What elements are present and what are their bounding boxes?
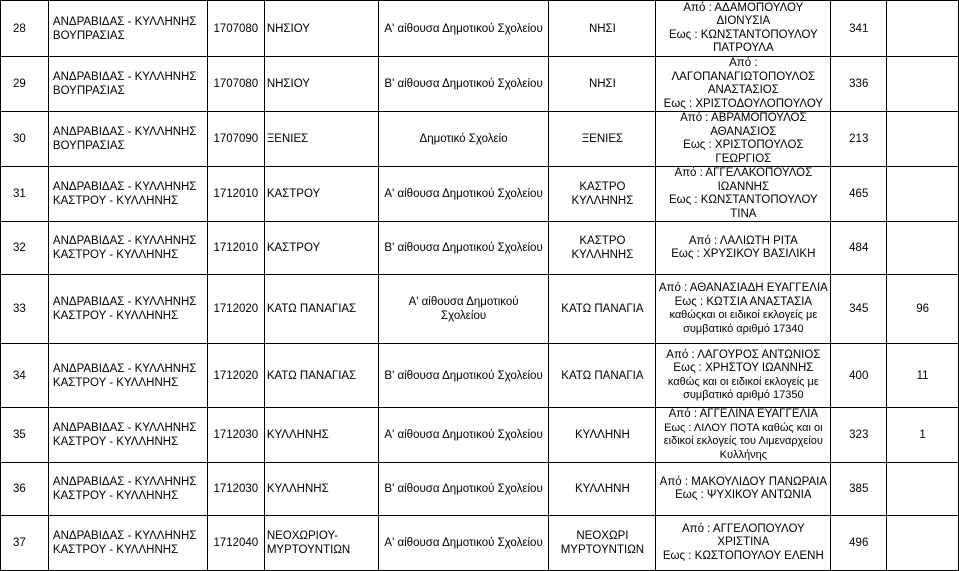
extra-cell (887, 222, 959, 275)
extra-cell: 96 (887, 275, 959, 344)
table-row (1, 463, 959, 516)
names-range-cell: Από : ΛΑΓΟΠΑΝΑΓΙΩΤΟΠΟΥΛΟΣ ΑΝΑΣΤΑΣΙΟΣ Εως : ΧΡΙΣΤΟΔΟΥΛΟΠΟΥΛΟΥ (656, 57, 831, 112)
voters-cell: 345 (831, 275, 887, 344)
voters-cell: 323 (831, 408, 887, 463)
voters-cell: 484 (831, 222, 887, 275)
station-cell: Β' αίθουσα Δημοτικού Σχολείου (378, 222, 549, 275)
code-cell: 1712030 (207, 463, 264, 516)
extra-cell: 1 (887, 408, 959, 463)
row-number: 37 (1, 516, 49, 571)
extra-cell (887, 516, 959, 571)
code-cell: 1707080 (207, 57, 264, 112)
station-cell: Β' αίθουσα Δημοτικού Σχολείου (378, 57, 549, 112)
row-number: 29 (1, 57, 49, 112)
names-range-cell: Από : ΑΓΓΕΛΟΠΟΥΛΟΥ ΧΡΙΣΤΙΝΑ Εως : ΚΩΣΤΟΠΟΥΛΟΥ ΕΛΕΝΗ (656, 516, 831, 571)
place-cell: ΝΕΟΧΩΡΙ ΜΥΡΤΟΥΝΤΙΩΝ (549, 516, 656, 571)
names-range-cell: Από : ΑΓΓΕΛΙΝΑ ΕΥΑΓΓΕΛΙΑ Εως : ΛΙΛΟΥ ΠΟΤΑ καθώς και οι ειδικοί εκλογείς του Λιμεναρχείου Κυλλήνης (656, 408, 831, 463)
code-cell: 1707090 (207, 112, 264, 167)
place-cell: ΚΥΛΛΗΝΗ (549, 408, 656, 463)
voters-cell: 341 (831, 1, 887, 57)
names-range-cell: Από : ΜΑΚΟΥΛΙΔΟΥ ΠΑΝΩΡΑΙΑ Εως : ΨΥΧΙΚΟΥ ΑΝΤΩΝΙΑ (656, 463, 831, 516)
voters-cell: 465 (831, 167, 887, 222)
region-cell: ΑΝΔΡΑΒΙΔΑΣ - ΚΥΛΛΗΝΗΣ ΚΑΣΤΡΟΥ - ΚΥΛΛΗΝΗΣ (48, 344, 207, 408)
table-row (1, 344, 959, 408)
code-cell: 1707080 (207, 1, 264, 57)
table-row (1, 275, 959, 344)
community-cell: ΚΑΤΩ ΠΑΝΑΓΙΑΣ (264, 344, 378, 408)
table-row (1, 1, 959, 57)
table-row (1, 57, 959, 112)
place-cell: ΚΑΤΩ ΠΑΝΑΓΙΑ (549, 344, 656, 408)
region-cell: ΑΝΔΡΑΒΙΔΑΣ - ΚΥΛΛΗΝΗΣ ΒΟΥΠΡΑΣΙΑΣ (48, 57, 207, 112)
names-range-cell: Από : ΑΘΑΝΑΣΙΑΔΗ ΕΥΑΓΓΕΛΙΑ Εως : ΚΩΤΣΙΑ ΑΝΑΣΤΑΣΙΑ καθώςκαι οι ειδικοί εκλογείς με συμβατικό αριθμό 17340 (656, 275, 831, 344)
station-cell: Δημοτικό Σχολείο (378, 112, 549, 167)
station-cell: Α' αίθουσα Δημοτικού Σχολείου (378, 275, 549, 344)
community-cell: ΞΕΝΙΕΣ (264, 112, 378, 167)
station-cell: Α' αίθουσα Δημοτικού Σχολείου (378, 167, 549, 222)
station-cell: Β' αίθουσα Δημοτικού Σχολείου (378, 463, 549, 516)
community-cell: ΚΑΣΤΡΟΥ (264, 222, 378, 275)
names-range-cell: Από : ΑΓΓΕΛΑΚΟΠΟΥΛΟΣ ΙΩΑΝΝΗΣ Εως : ΚΩΝΣΤΑΝΤΟΠΟΥΛΟΥ ΤΙΝΑ (656, 167, 831, 222)
table-row (1, 112, 959, 167)
code-cell: 1712020 (207, 344, 264, 408)
extra-cell (887, 1, 959, 57)
station-cell: Β' αίθουσα Δημοτικού Σχολείου (378, 344, 549, 408)
extra-cell (887, 463, 959, 516)
place-cell: ΚΑΣΤΡΟ ΚΥΛΛΗΝΗΣ (549, 222, 656, 275)
place-cell: ΚΑΣΤΡΟ ΚΥΛΛΗΝΗΣ (549, 167, 656, 222)
extra-cell (887, 167, 959, 222)
voters-cell: 336 (831, 57, 887, 112)
extra-cell: 11 (887, 344, 959, 408)
place-cell: ΝΗΣΙ (549, 57, 656, 112)
table-row (1, 222, 959, 275)
region-cell: ΑΝΔΡΑΒΙΔΑΣ - ΚΥΛΛΗΝΗΣ ΚΑΣΤΡΟΥ - ΚΥΛΛΗΝΗΣ (48, 463, 207, 516)
community-cell: ΚΥΛΛΗΝΗΣ (264, 463, 378, 516)
names-range-cell: Από : ΛΑΓΟΥΡΟΣ ΑΝΤΩΝΙΟΣ Εως : ΧΡΗΣΤΟΥ ΙΩΑΝΝΗΣ καθώς και οι ειδικοί εκλογείς με συμβατικό αριθμό 17350 (656, 344, 831, 408)
table-row (1, 408, 959, 463)
region-cell: ΑΝΔΡΑΒΙΔΑΣ - ΚΥΛΛΗΝΗΣ ΚΑΣΤΡΟΥ - ΚΥΛΛΗΝΗΣ (48, 516, 207, 571)
row-number: 34 (1, 344, 49, 408)
row-number: 32 (1, 222, 49, 275)
names-range-cell: Από : ΛΑΛΙΩΤΗ ΡΙΤΑ Εως : ΧΡΥΣΙΚΟΥ ΒΑΣΙΛΙΚΗ (656, 222, 831, 275)
code-cell: 1712030 (207, 408, 264, 463)
row-number: 30 (1, 112, 49, 167)
community-cell: ΝΕΟΧΩΡΙΟΥ- ΜΥΡΤΟΥΝΤΙΩΝ (264, 516, 378, 571)
community-cell: ΝΗΣΙΟΥ (264, 1, 378, 57)
community-cell: ΝΗΣΙΟΥ (264, 57, 378, 112)
community-cell: ΚΑΤΩ ΠΑΝΑΓΙΑΣ (264, 275, 378, 344)
voters-cell: 385 (831, 463, 887, 516)
code-cell: 1712010 (207, 167, 264, 222)
station-cell: Α' αίθουσα Δημοτικού Σχολείου (378, 408, 549, 463)
place-cell: ΝΗΣΙ (549, 1, 656, 57)
code-cell: 1712020 (207, 275, 264, 344)
region-cell: ΑΝΔΡΑΒΙΔΑΣ - ΚΥΛΛΗΝΗΣ ΒΟΥΠΡΑΣΙΑΣ (48, 112, 207, 167)
row-number: 31 (1, 167, 49, 222)
row-number: 35 (1, 408, 49, 463)
place-cell: ΚΑΤΩ ΠΑΝΑΓΙΑ (549, 275, 656, 344)
voters-cell: 213 (831, 112, 887, 167)
voters-cell: 400 (831, 344, 887, 408)
code-cell: 1712010 (207, 222, 264, 275)
community-cell: ΚΥΛΛΗΝΗΣ (264, 408, 378, 463)
community-cell: ΚΑΣΤΡΟΥ (264, 167, 378, 222)
row-number: 36 (1, 463, 49, 516)
station-cell: Α' αίθουσα Δημοτικού Σχολείου (378, 516, 549, 571)
place-cell: ΚΥΛΛΗΝΗ (549, 463, 656, 516)
names-range-cell: Από : ΑΔΑΜΟΠΟΥΛΟΥ ΔΙΟΝΥΣΙΑ Εως : ΚΩΝΣΤΑΝΤΟΠΟΥΛΟΥ ΠΑΤΡΟΥΛΑ (656, 1, 831, 57)
station-cell: Α' αίθουσα Δημοτικού Σχολείου (378, 1, 549, 57)
region-cell: ΑΝΔΡΑΒΙΔΑΣ - ΚΥΛΛΗΝΗΣ ΚΑΣΤΡΟΥ - ΚΥΛΛΗΝΗΣ (48, 222, 207, 275)
region-cell: ΑΝΔΡΑΒΙΔΑΣ - ΚΥΛΛΗΝΗΣ ΒΟΥΠΡΑΣΙΑΣ (48, 1, 207, 57)
code-cell: 1712040 (207, 516, 264, 571)
table-row (1, 516, 959, 571)
row-number: 28 (1, 1, 49, 57)
names-range-cell: Από : ΑΒΡΑΜΟΠΟΥΛΟΣ ΑΘΑΝΑΣΙΟΣ Εως : ΧΡΙΣΤΟΠΟΥΛΟΣ ΓΕΩΡΓΙΟΣ (656, 112, 831, 167)
place-cell: ΞΕΝΙΕΣ (549, 112, 656, 167)
region-cell: ΑΝΔΡΑΒΙΔΑΣ - ΚΥΛΛΗΝΗΣ ΚΑΣΤΡΟΥ - ΚΥΛΛΗΝΗΣ (48, 275, 207, 344)
row-number: 33 (1, 275, 49, 344)
extra-cell (887, 57, 959, 112)
region-cell: ΑΝΔΡΑΒΙΔΑΣ - ΚΥΛΛΗΝΗΣ ΚΑΣΤΡΟΥ - ΚΥΛΛΗΝΗΣ (48, 167, 207, 222)
table-row (1, 167, 959, 222)
extra-cell (887, 112, 959, 167)
region-cell: ΑΝΔΡΑΒΙΔΑΣ - ΚΥΛΛΗΝΗΣ ΚΑΣΤΡΟΥ - ΚΥΛΛΗΝΗΣ (48, 408, 207, 463)
voters-cell: 496 (831, 516, 887, 571)
